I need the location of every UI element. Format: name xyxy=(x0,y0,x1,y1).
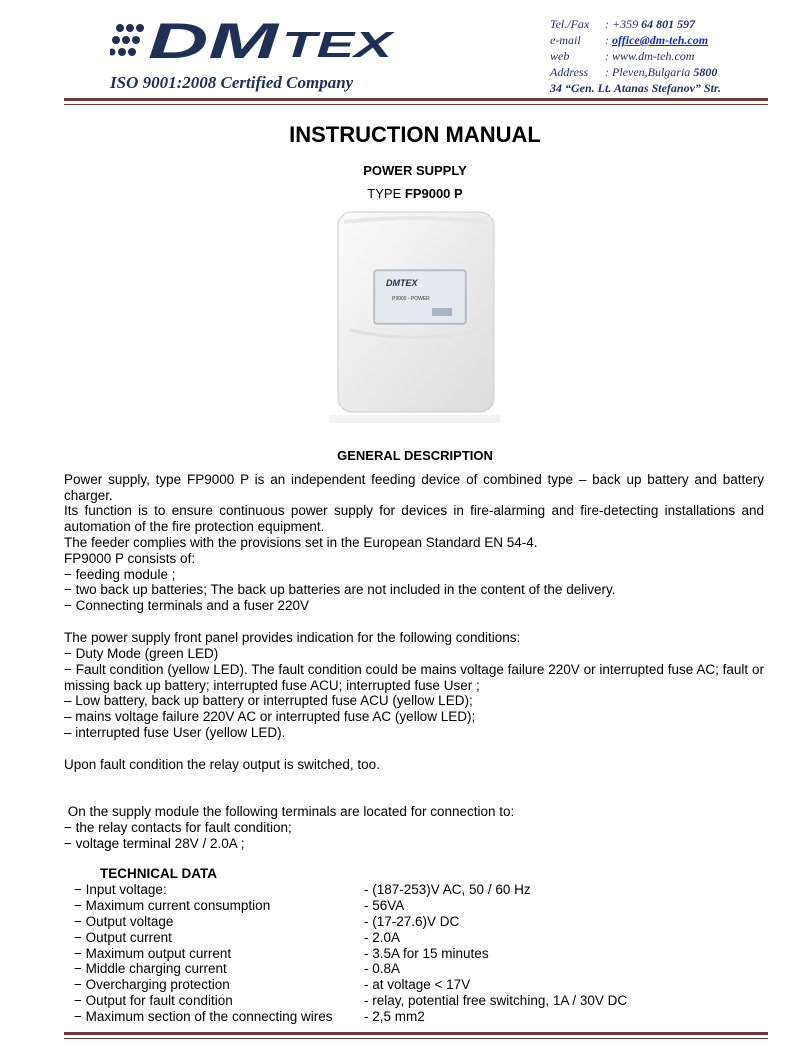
indication-item: − Fault condition (yellow LED). The fault condition could be mains voltage failure 220V or interrupted fuse AC; fault or missing back up battery; interrupted fuse ACU; interrupted fuse User ; xyxy=(64,662,764,693)
contact-block xyxy=(550,16,721,96)
spec-row xyxy=(74,898,774,914)
general-description-heading: GENERAL DESCRIPTION xyxy=(337,448,493,463)
technical-data-heading: TECHNICAL DATA xyxy=(100,866,217,881)
general-p1: Power supply, type FP9000 P is an independent feeding device of combined type – back up battery and battery charger. xyxy=(64,472,764,503)
panel-label: P9000 - POWER xyxy=(392,296,430,302)
email-link[interactable]: office@dm-teh.com xyxy=(612,33,709,47)
indication-item: – Low battery, back up battery or interrupted fuse ACU (yellow LED); xyxy=(64,693,473,708)
spec-row xyxy=(74,961,774,977)
spec-row xyxy=(74,946,774,962)
panel-brand: DMTEX xyxy=(386,278,418,288)
footer-divider-thin xyxy=(64,1038,768,1039)
spec-value: - 2,5 mm2 xyxy=(364,1009,425,1025)
relay-note: Upon fault condition the relay output is switched, too. xyxy=(64,757,380,772)
component-item: − feeding module ; xyxy=(64,567,176,582)
spec-value: - relay, potential free switching, 1A / 30V DC xyxy=(364,993,628,1009)
email-label: e-mail xyxy=(550,33,581,47)
email-sep: : xyxy=(605,33,609,47)
footer-divider xyxy=(64,1032,768,1035)
page-title: INSTRUCTION MANUAL xyxy=(289,122,541,147)
component-item: − Connecting terminals and a fuser 220V xyxy=(64,598,310,613)
type-model: FP9000 P xyxy=(404,186,463,201)
street-address: 34 “Gen. Lt. Atanas Stefanov” Str. xyxy=(550,81,721,95)
web-link[interactable]: : www.dm-teh.com xyxy=(605,49,695,63)
logo-mark-icon xyxy=(110,24,144,56)
address-value: : Pleven,Bulgaria xyxy=(605,65,691,79)
indication-item: – mains voltage failure 220V AC or interrupted fuse AC (yellow LED); xyxy=(64,709,476,724)
device-photo xyxy=(330,210,500,425)
spec-value: - 0.8A xyxy=(364,961,401,977)
spec-row xyxy=(74,1009,774,1025)
address-label: Address xyxy=(550,65,589,79)
logo-tex-text: TEX xyxy=(282,24,396,65)
indication-item: − Duty Mode (green LED) xyxy=(64,646,219,661)
general-p4: FP9000 P consists of: xyxy=(64,551,196,566)
company-logo xyxy=(110,14,400,66)
tel-label: Tel./Fax xyxy=(550,17,590,31)
spec-row xyxy=(74,914,774,930)
header-divider xyxy=(64,98,768,101)
spec-value: - 2.0A xyxy=(364,929,401,945)
spec-key: − Middle charging current xyxy=(74,961,227,977)
general-p2: Its function is to ensure continuous power supply for devices in fire-alarming and fire-detecting installations and automation of the fire protection equipment. xyxy=(64,503,764,534)
spec-value: - 3.5A for 15 minutes xyxy=(364,945,489,961)
spec-row xyxy=(74,930,774,946)
spec-key: − Maximum current consumption xyxy=(74,897,271,913)
product-type xyxy=(0,186,808,201)
spec-key: − Output current xyxy=(74,929,172,945)
address-zip: 5800 xyxy=(693,65,718,79)
spec-key: − Output voltage xyxy=(74,913,174,929)
indication-item: – interrupted fuse User (yellow LED). xyxy=(64,725,286,740)
tel-number: 64 801 597 xyxy=(641,17,696,31)
header-divider-thin xyxy=(64,104,768,105)
spec-key: − Overcharging protection xyxy=(74,977,230,993)
spec-key: − Maximum output current xyxy=(74,945,232,961)
spec-row xyxy=(74,993,774,1009)
web-label: web xyxy=(550,49,570,63)
terminal-item: − the relay contacts for fault condition; xyxy=(64,820,292,835)
spec-value: - (187-253)V AC, 50 / 60 Hz xyxy=(364,882,531,897)
iso-certification: ISO 9001:2008 Certified Company xyxy=(110,73,354,92)
type-prefix: TYPE xyxy=(367,186,405,201)
spec-value: - 56VA xyxy=(364,897,405,913)
technical-data-table xyxy=(74,882,774,1025)
spec-key: − Maximum section of the connecting wires xyxy=(74,1009,333,1025)
general-p3: The feeder complies with the provisions set in the European Standard EN 54-4. xyxy=(64,535,538,550)
terminal-item: − voltage terminal 28V / 2.0A ; xyxy=(64,836,245,851)
spec-row xyxy=(74,977,774,993)
component-item: − two back up batteries; The back up batteries are not included in the content of the delivery. xyxy=(64,582,616,597)
spec-key: − Input voltage: xyxy=(74,882,167,897)
product-subtitle: POWER SUPPLY xyxy=(363,163,467,178)
spec-row xyxy=(74,882,774,898)
spec-value: - (17-27.6)V DC xyxy=(364,913,460,929)
spec-value: - at voltage < 17V xyxy=(364,977,471,993)
spec-key: − Output for fault condition xyxy=(74,993,233,1009)
tel-prefix: : +359 xyxy=(605,17,639,31)
logo-dm-text: DM xyxy=(148,14,281,66)
terminals-intro: On the supply module the following terminals are located for connection to: xyxy=(64,804,515,819)
indication-intro: The power supply front panel provides indication for the following conditions: xyxy=(64,630,521,645)
